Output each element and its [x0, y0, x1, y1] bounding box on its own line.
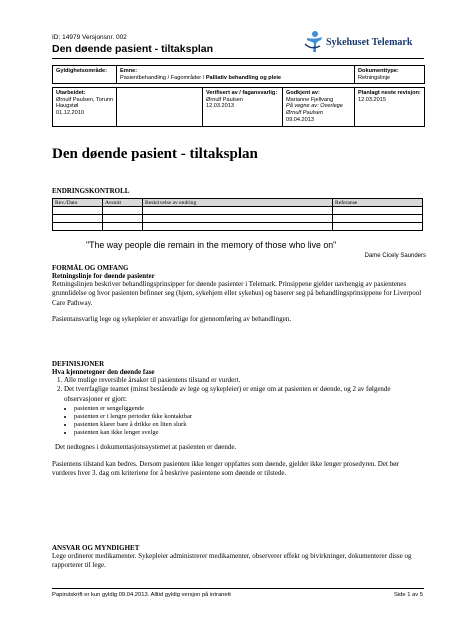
definisjoner-paragraph-2: Pasientens tilstand kan bedres. Dersom pasienten ikke lenger oppfattes som døende, gjelder ikke lenger prosedyren. Det bør vurderes hver 3. dag om kriteriene for å beskrive pasientene som døende er tilstede. [52, 459, 399, 478]
verifisert-label: Verifisert av / fagansvarlig: [206, 90, 278, 96]
main-title: Den døende pasient - tiltaksplan [52, 146, 258, 162]
planlagt-label: Planlagt neste revisjon: [358, 90, 421, 96]
page-number: Side 1 av 5 [393, 592, 423, 598]
list-item: • pasienten kan ikke lenger svelge [74, 429, 424, 436]
header-title: Den døende pasient - tiltaksplan [52, 43, 214, 55]
dokumenttype-cell [355, 66, 425, 84]
col-referanse: Referanse [333, 199, 423, 207]
ansvar-section [52, 544, 424, 571]
list-item: 1. Alle mulige reversible årsaker til pasientens tilstand er vurdert. [64, 376, 424, 385]
person-silhouette-icon [304, 30, 324, 54]
definisjoner-heading: DEFINISJONER [52, 360, 105, 368]
gyldighet-label: Gyldighetsområde: [56, 68, 107, 74]
approval-table [52, 87, 425, 127]
formal-subheading: Retningslinje for døende pasienter [52, 272, 155, 280]
definisjoner-section [52, 360, 424, 479]
emne-cell [117, 66, 355, 84]
ansvar-heading: ANSVAR OG MYNDIGHET [52, 544, 140, 552]
metadata-table [52, 65, 425, 84]
endringskontroll-heading: ENDRINGSKONTROLL [52, 187, 130, 195]
godkjent-label: Godkjent av: [286, 90, 320, 96]
godkjent-cell [283, 88, 355, 127]
col-rev-dato: Rev./Dato [53, 199, 103, 207]
quote-author: Dame Cicely Saunders [364, 253, 426, 259]
col-beskrivelse: Beskrivelse av endring [143, 199, 333, 207]
list-item: • pasienten klarer bare å drikke en liten slurk [74, 421, 424, 428]
godkjent-date: 09.04.2013 [286, 116, 314, 123]
table-row [53, 223, 423, 231]
hospital-logo [304, 30, 424, 56]
observation-list [52, 405, 424, 436]
logo-text: Sykehuset Telemark [326, 37, 413, 48]
emne-topic: Palliativ behandling og pleie [205, 74, 282, 81]
godkjent-name: Marianne Fjellvang [286, 96, 334, 103]
verifisert-cell [203, 88, 283, 127]
formal-paragraph-1: Retningslinjen beskriver behandlingsprinsipper for døende pasienter i Telemark. Prinsippene gjelder uavhengig av pasientenes grunnlidelse og hvor pasienten befinner seg (hjem, sykehjem eller sykehus) og baserer seg på behandlingsprinsippene for Liverpool Care Pathway. [52, 280, 422, 307]
table-row [53, 215, 423, 223]
header-rule [52, 58, 424, 59]
change-log-table [52, 198, 423, 231]
document-id: ID: 14979 Versjonsnr. 002 [52, 34, 127, 41]
col-avsnitt: Avsnitt [103, 199, 143, 207]
list-item: • pasienten er sengeliggende [74, 405, 424, 412]
utarbeidet-cell [53, 88, 117, 127]
table-row [53, 207, 423, 215]
list-item: 2. Det tverrfaglige teamet (minst bestående av lege og sykepleier) er enige om at pasienten er døende, og 2 av følgende observasjoner er gjort: [64, 385, 424, 404]
footer-rule [52, 588, 424, 589]
planlagt-cell [355, 88, 425, 127]
formal-section [52, 264, 424, 325]
utarbeidet-date: 01.12.2010 [56, 110, 84, 117]
criteria-list [52, 376, 424, 404]
utarbeidet-name-2: Haugstøl [56, 103, 79, 110]
definisjoner-paragraph-1: Det nedtegnes i dokumentasjonssystemet at pasienten er døende. [55, 443, 237, 452]
verifisert-date: 12.03.2013 [206, 103, 234, 110]
quote-text: "The way people die remain in the memory of those who live on" [86, 240, 337, 250]
verifisert-name: Ørnulf Paulsen [206, 96, 244, 103]
definisjoner-subheading: Hva kjennetegner den døende fase [52, 368, 155, 376]
list-item: • pasienten er i lengre perioder ikke kontaktbar [74, 413, 424, 420]
formal-paragraph-2: Pasientansvarlig lege og sykepleier er ansvarlige for gjennomføring av behandlingen. [52, 315, 292, 324]
spacer-cell [117, 88, 203, 127]
dokumenttype-label: Dokumenttype: [358, 68, 399, 74]
utarbeidet-label: Utarbeidet: [56, 90, 86, 96]
godkjent-on-behalf: På vegne av: Overlege Ørnulf Paulsen [286, 103, 343, 117]
footer-validity-note: Papirutskrift er kun gyldig 09.04.2013. Alltid gyldig versjon på intranett [52, 592, 231, 598]
emne-path: Pasientbehandling / Fagområder / [120, 74, 206, 81]
emne-label: Emne: [120, 68, 138, 74]
gyldighet-cell [53, 66, 117, 84]
ansvar-paragraph: Lege ordinerer medikamenter. Sykepleier administrerer medikamenter, observerer effekt og bivirkninger, dokumenterer disse og rapporterer til lege. [52, 552, 412, 570]
planlagt-date: 12.03.2015 [358, 96, 386, 103]
dokumenttype-value: Retningslinje [358, 74, 391, 81]
utarbeidet-name-1: Ørnulf Paulsen, Torunn [56, 96, 114, 103]
formal-heading: FORMÅL OG OMFANG [52, 264, 129, 272]
